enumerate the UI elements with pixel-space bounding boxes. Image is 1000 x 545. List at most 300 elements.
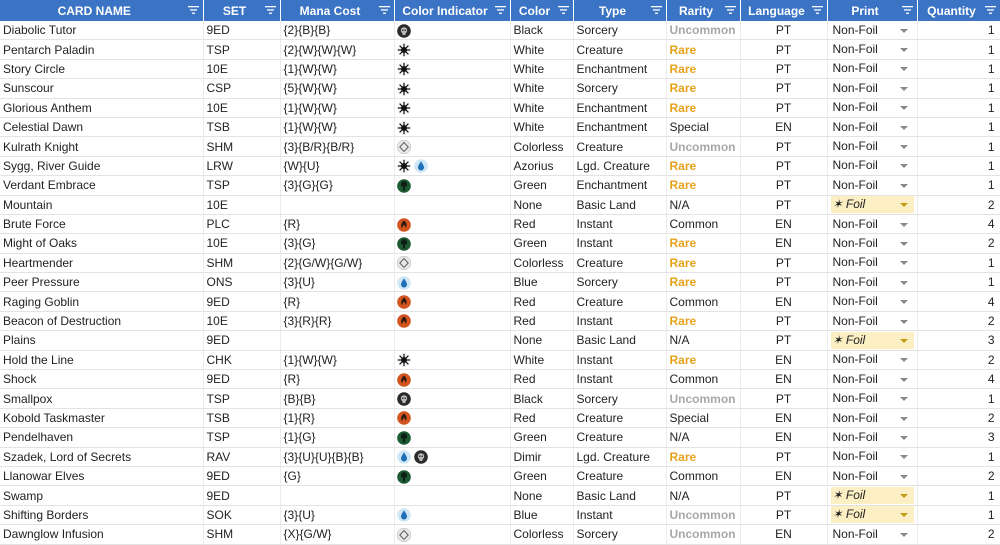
type-cell[interactable]: Creature <box>573 466 666 485</box>
filter-icon[interactable] <box>379 5 390 15</box>
quantity-cell[interactable]: 3 <box>917 428 1000 447</box>
print-cell[interactable] <box>827 273 917 292</box>
print-cell[interactable] <box>827 59 917 78</box>
color-cell[interactable]: Green <box>510 466 573 485</box>
quantity-cell[interactable]: 1 <box>917 273 1000 292</box>
print-dropdown[interactable] <box>831 313 914 330</box>
card-name-cell[interactable]: Celestial Dawn <box>0 117 203 136</box>
quantity-cell[interactable]: 2 <box>917 350 1000 369</box>
color-indicator-cell[interactable] <box>394 98 510 117</box>
quantity-cell[interactable]: 1 <box>917 253 1000 272</box>
table-row[interactable] <box>0 447 1000 466</box>
set-cell[interactable]: TSP <box>203 389 280 408</box>
color-indicator-cell[interactable] <box>394 59 510 78</box>
chevron-down-icon[interactable] <box>900 378 908 382</box>
rarity-cell[interactable]: Rare <box>666 234 740 253</box>
set-cell[interactable]: SHM <box>203 253 280 272</box>
mana-cost-cell[interactable]: {X}{G/W} <box>280 525 394 544</box>
rarity-cell[interactable]: Special <box>666 408 740 427</box>
color-cell[interactable]: Red <box>510 311 573 330</box>
table-row[interactable] <box>0 137 1000 156</box>
color-indicator-cell[interactable] <box>394 137 510 156</box>
color-cell[interactable]: Black <box>510 21 573 40</box>
language-cell[interactable]: EN <box>740 408 827 427</box>
rarity-cell[interactable]: Common <box>666 214 740 233</box>
column-header-set[interactable] <box>203 0 280 21</box>
print-cell[interactable] <box>827 137 917 156</box>
type-cell[interactable]: Enchantment <box>573 98 666 117</box>
set-cell[interactable]: TSB <box>203 117 280 136</box>
color-indicator-cell[interactable] <box>394 21 510 40</box>
table-row[interactable] <box>0 21 1000 40</box>
print-cell[interactable] <box>827 292 917 311</box>
table-row[interactable] <box>0 370 1000 389</box>
table-row[interactable] <box>0 486 1000 505</box>
card-name-cell[interactable]: Plains <box>0 331 203 350</box>
language-cell[interactable]: PT <box>740 156 827 175</box>
mana-cost-cell[interactable]: {3}{U}{U}{B}{B} <box>280 447 394 466</box>
type-cell[interactable]: Instant <box>573 370 666 389</box>
type-cell[interactable]: Instant <box>573 311 666 330</box>
chevron-down-icon[interactable] <box>900 261 908 265</box>
color-indicator-cell[interactable] <box>394 273 510 292</box>
color-indicator-cell[interactable] <box>394 117 510 136</box>
print-cell[interactable] <box>827 466 917 485</box>
table-row[interactable] <box>0 273 1000 292</box>
print-dropdown[interactable] <box>831 22 914 39</box>
table-row[interactable] <box>0 117 1000 136</box>
card-name-cell[interactable]: Heartmender <box>0 253 203 272</box>
card-name-cell[interactable]: Sygg, River Guide <box>0 156 203 175</box>
print-dropdown[interactable] <box>831 332 914 349</box>
chevron-down-icon[interactable] <box>900 455 908 459</box>
type-cell[interactable]: Lgd. Creature <box>573 156 666 175</box>
column-header-type[interactable] <box>573 0 666 21</box>
language-cell[interactable]: EN <box>740 350 827 369</box>
chevron-down-icon[interactable] <box>900 436 908 440</box>
color-cell[interactable]: Red <box>510 214 573 233</box>
color-indicator-cell[interactable] <box>394 389 510 408</box>
print-dropdown[interactable] <box>831 293 914 310</box>
mana-cost-cell[interactable]: {1}{R} <box>280 408 394 427</box>
language-cell[interactable]: PT <box>740 505 827 524</box>
print-cell[interactable] <box>827 331 917 350</box>
table-row[interactable] <box>0 389 1000 408</box>
set-cell[interactable]: 10E <box>203 195 280 214</box>
mana-cost-cell[interactable]: {1}{W}{W} <box>280 350 394 369</box>
card-name-cell[interactable]: Glorious Anthem <box>0 98 203 117</box>
type-cell[interactable]: Instant <box>573 505 666 524</box>
filter-icon[interactable] <box>188 5 199 15</box>
quantity-cell[interactable]: 1 <box>917 117 1000 136</box>
language-cell[interactable]: EN <box>740 428 827 447</box>
set-cell[interactable]: 10E <box>203 59 280 78</box>
card-name-cell[interactable]: Smallpox <box>0 389 203 408</box>
filter-icon[interactable] <box>651 5 662 15</box>
filter-icon[interactable] <box>265 5 276 15</box>
print-dropdown[interactable] <box>831 410 914 427</box>
card-name-cell[interactable]: Pendelhaven <box>0 428 203 447</box>
type-cell[interactable]: Sorcery <box>573 79 666 98</box>
language-cell[interactable]: EN <box>740 117 827 136</box>
print-dropdown[interactable] <box>831 60 914 77</box>
color-cell[interactable]: Colorless <box>510 525 573 544</box>
table-row[interactable] <box>0 156 1000 175</box>
rarity-cell[interactable]: Uncommon <box>666 505 740 524</box>
set-cell[interactable]: 9ED <box>203 292 280 311</box>
set-cell[interactable]: 9ED <box>203 331 280 350</box>
chevron-down-icon[interactable] <box>900 145 908 149</box>
quantity-cell[interactable]: 1 <box>917 21 1000 40</box>
rarity-cell[interactable]: Rare <box>666 176 740 195</box>
mana-cost-cell[interactable] <box>280 195 394 214</box>
set-cell[interactable]: ONS <box>203 273 280 292</box>
chevron-down-icon[interactable] <box>900 164 908 168</box>
print-dropdown[interactable] <box>831 254 914 271</box>
print-dropdown[interactable] <box>831 157 914 174</box>
chevron-down-icon[interactable] <box>900 281 908 285</box>
card-name-cell[interactable]: Brute Force <box>0 214 203 233</box>
language-cell[interactable]: EN <box>740 466 827 485</box>
set-cell[interactable]: 9ED <box>203 486 280 505</box>
color-indicator-cell[interactable] <box>394 466 510 485</box>
card-name-cell[interactable]: Shifting Borders <box>0 505 203 524</box>
rarity-cell[interactable]: Rare <box>666 350 740 369</box>
language-cell[interactable]: PT <box>740 273 827 292</box>
type-cell[interactable]: Sorcery <box>573 389 666 408</box>
rarity-cell[interactable]: Special <box>666 117 740 136</box>
table-row[interactable] <box>0 79 1000 98</box>
quantity-cell[interactable]: 2 <box>917 234 1000 253</box>
chevron-down-icon[interactable] <box>900 223 908 227</box>
print-dropdown[interactable] <box>831 390 914 407</box>
mana-cost-cell[interactable]: {3}{U} <box>280 273 394 292</box>
set-cell[interactable]: TSB <box>203 408 280 427</box>
color-cell[interactable]: Blue <box>510 273 573 292</box>
print-cell[interactable] <box>827 195 917 214</box>
set-cell[interactable]: 10E <box>203 311 280 330</box>
mana-cost-cell[interactable]: {5}{W}{W} <box>280 79 394 98</box>
mana-cost-cell[interactable]: {1}{G} <box>280 428 394 447</box>
quantity-cell[interactable]: 1 <box>917 40 1000 59</box>
color-indicator-cell[interactable] <box>394 350 510 369</box>
card-name-cell[interactable]: Hold the Line <box>0 350 203 369</box>
language-cell[interactable]: PT <box>740 176 827 195</box>
color-indicator-cell[interactable] <box>394 292 510 311</box>
filter-icon[interactable] <box>985 5 996 15</box>
color-indicator-cell[interactable] <box>394 505 510 524</box>
card-name-cell[interactable]: Kulrath Knight <box>0 137 203 156</box>
card-name-cell[interactable]: Beacon of Destruction <box>0 311 203 330</box>
table-row[interactable] <box>0 505 1000 524</box>
type-cell[interactable]: Basic Land <box>573 486 666 505</box>
card-name-cell[interactable]: Swamp <box>0 486 203 505</box>
type-cell[interactable]: Basic Land <box>573 195 666 214</box>
chevron-down-icon[interactable] <box>900 397 908 401</box>
set-cell[interactable]: 9ED <box>203 21 280 40</box>
print-cell[interactable] <box>827 486 917 505</box>
rarity-cell[interactable]: Rare <box>666 98 740 117</box>
color-indicator-cell[interactable] <box>394 408 510 427</box>
mana-cost-cell[interactable]: {2}{B}{B} <box>280 21 394 40</box>
print-dropdown[interactable] <box>831 119 914 136</box>
color-indicator-cell[interactable] <box>394 40 510 59</box>
color-cell[interactable]: Green <box>510 176 573 195</box>
mana-cost-cell[interactable] <box>280 486 394 505</box>
table-row[interactable] <box>0 331 1000 350</box>
language-cell[interactable]: EN <box>740 370 827 389</box>
set-cell[interactable]: TSP <box>203 40 280 59</box>
language-cell[interactable]: PT <box>740 486 827 505</box>
rarity-cell[interactable]: Rare <box>666 40 740 59</box>
color-indicator-cell[interactable] <box>394 253 510 272</box>
chevron-down-icon[interactable] <box>900 48 908 52</box>
table-row[interactable] <box>0 408 1000 427</box>
type-cell[interactable]: Creature <box>573 40 666 59</box>
color-cell[interactable]: Azorius <box>510 156 573 175</box>
print-cell[interactable] <box>827 253 917 272</box>
type-cell[interactable]: Creature <box>573 408 666 427</box>
rarity-cell[interactable]: N/A <box>666 331 740 350</box>
chevron-down-icon[interactable] <box>900 203 908 207</box>
print-cell[interactable] <box>827 525 917 544</box>
color-cell[interactable]: White <box>510 79 573 98</box>
type-cell[interactable]: Instant <box>573 214 666 233</box>
chevron-down-icon[interactable] <box>900 67 908 71</box>
type-cell[interactable]: Creature <box>573 137 666 156</box>
chevron-down-icon[interactable] <box>900 242 908 246</box>
set-cell[interactable]: TSP <box>203 428 280 447</box>
language-cell[interactable]: PT <box>740 137 827 156</box>
color-indicator-cell[interactable] <box>394 79 510 98</box>
mana-cost-cell[interactable]: {2}{W}{W}{W} <box>280 40 394 59</box>
color-cell[interactable]: Dimir <box>510 447 573 466</box>
set-cell[interactable]: PLC <box>203 214 280 233</box>
rarity-cell[interactable]: N/A <box>666 428 740 447</box>
print-dropdown[interactable] <box>831 138 914 155</box>
type-cell[interactable]: Creature <box>573 253 666 272</box>
color-indicator-cell[interactable] <box>394 156 510 175</box>
card-name-cell[interactable]: Diabolic Tutor <box>0 21 203 40</box>
chevron-down-icon[interactable] <box>900 300 908 304</box>
print-cell[interactable] <box>827 350 917 369</box>
column-header-quantity[interactable] <box>917 0 1000 21</box>
card-name-cell[interactable]: Sunscour <box>0 79 203 98</box>
table-row[interactable] <box>0 466 1000 485</box>
type-cell[interactable]: Creature <box>573 292 666 311</box>
quantity-cell[interactable]: 2 <box>917 466 1000 485</box>
rarity-cell[interactable]: Rare <box>666 59 740 78</box>
type-cell[interactable]: Creature <box>573 428 666 447</box>
type-cell[interactable]: Enchantment <box>573 117 666 136</box>
type-cell[interactable]: Instant <box>573 234 666 253</box>
color-indicator-cell[interactable] <box>394 234 510 253</box>
quantity-cell[interactable]: 1 <box>917 156 1000 175</box>
print-cell[interactable] <box>827 428 917 447</box>
color-indicator-cell[interactable] <box>394 428 510 447</box>
rarity-cell[interactable]: N/A <box>666 486 740 505</box>
print-cell[interactable] <box>827 98 917 117</box>
print-dropdown[interactable] <box>831 99 914 116</box>
table-row[interactable] <box>0 525 1000 544</box>
table-row[interactable] <box>0 350 1000 369</box>
card-name-cell[interactable]: Szadek, Lord of Secrets <box>0 447 203 466</box>
color-cell[interactable]: White <box>510 59 573 78</box>
color-cell[interactable]: Red <box>510 292 573 311</box>
language-cell[interactable]: EN <box>740 234 827 253</box>
type-cell[interactable]: Sorcery <box>573 21 666 40</box>
quantity-cell[interactable]: 1 <box>917 98 1000 117</box>
filter-icon[interactable] <box>812 5 823 15</box>
language-cell[interactable]: PT <box>740 389 827 408</box>
print-dropdown[interactable] <box>831 506 914 523</box>
print-dropdown[interactable] <box>831 80 914 97</box>
quantity-cell[interactable]: 1 <box>917 137 1000 156</box>
set-cell[interactable]: SOK <box>203 505 280 524</box>
filter-icon[interactable] <box>495 5 506 15</box>
quantity-cell[interactable]: 4 <box>917 292 1000 311</box>
set-cell[interactable]: CHK <box>203 350 280 369</box>
mana-cost-cell[interactable]: {3}{B/R}{B/R} <box>280 137 394 156</box>
mana-cost-cell[interactable]: {B}{B} <box>280 389 394 408</box>
type-cell[interactable]: Lgd. Creature <box>573 447 666 466</box>
color-cell[interactable]: Colorless <box>510 253 573 272</box>
chevron-down-icon[interactable] <box>900 106 908 110</box>
print-cell[interactable] <box>827 156 917 175</box>
quantity-cell[interactable]: 1 <box>917 486 1000 505</box>
print-cell[interactable] <box>827 505 917 524</box>
type-cell[interactable]: Sorcery <box>573 525 666 544</box>
quantity-cell[interactable]: 1 <box>917 79 1000 98</box>
language-cell[interactable]: PT <box>740 195 827 214</box>
print-dropdown[interactable] <box>831 216 914 233</box>
chevron-down-icon[interactable] <box>900 475 908 479</box>
mana-cost-cell[interactable]: {3}{G}{G} <box>280 176 394 195</box>
print-cell[interactable] <box>827 79 917 98</box>
chevron-down-icon[interactable] <box>900 126 908 130</box>
mana-cost-cell[interactable]: {W}{U} <box>280 156 394 175</box>
color-indicator-cell[interactable] <box>394 525 510 544</box>
print-dropdown[interactable] <box>831 177 914 194</box>
chevron-down-icon[interactable] <box>900 358 908 362</box>
mana-cost-cell[interactable]: {R} <box>280 370 394 389</box>
type-cell[interactable]: Sorcery <box>573 273 666 292</box>
print-dropdown[interactable] <box>831 235 914 252</box>
color-cell[interactable]: White <box>510 40 573 59</box>
rarity-cell[interactable]: Common <box>666 370 740 389</box>
language-cell[interactable]: EN <box>740 214 827 233</box>
mana-cost-cell[interactable]: {1}{W}{W} <box>280 98 394 117</box>
print-dropdown[interactable] <box>831 429 914 446</box>
mana-cost-cell[interactable]: {G} <box>280 466 394 485</box>
language-cell[interactable]: PT <box>740 311 827 330</box>
print-cell[interactable] <box>827 40 917 59</box>
table-row[interactable] <box>0 195 1000 214</box>
chevron-down-icon[interactable] <box>900 87 908 91</box>
card-name-cell[interactable]: Peer Pressure <box>0 273 203 292</box>
color-indicator-cell[interactable] <box>394 486 510 505</box>
color-cell[interactable]: Blue <box>510 505 573 524</box>
table-row[interactable] <box>0 59 1000 78</box>
card-name-cell[interactable]: Llanowar Elves <box>0 466 203 485</box>
set-cell[interactable]: SHM <box>203 525 280 544</box>
set-cell[interactable]: LRW <box>203 156 280 175</box>
print-cell[interactable] <box>827 408 917 427</box>
quantity-cell[interactable]: 2 <box>917 195 1000 214</box>
color-cell[interactable]: White <box>510 350 573 369</box>
print-cell[interactable] <box>827 370 917 389</box>
set-cell[interactable]: CSP <box>203 79 280 98</box>
set-cell[interactable]: TSP <box>203 176 280 195</box>
print-cell[interactable] <box>827 117 917 136</box>
table-row[interactable] <box>0 214 1000 233</box>
type-cell[interactable]: Basic Land <box>573 331 666 350</box>
table-row[interactable] <box>0 98 1000 117</box>
language-cell[interactable]: PT <box>740 79 827 98</box>
mana-cost-cell[interactable]: {R} <box>280 292 394 311</box>
color-cell[interactable]: None <box>510 486 573 505</box>
table-row[interactable] <box>0 428 1000 447</box>
print-cell[interactable] <box>827 234 917 253</box>
quantity-cell[interactable]: 1 <box>917 389 1000 408</box>
filter-icon[interactable] <box>902 5 913 15</box>
print-dropdown[interactable] <box>831 526 914 543</box>
mana-cost-cell[interactable]: {R} <box>280 214 394 233</box>
rarity-cell[interactable]: Rare <box>666 273 740 292</box>
chevron-down-icon[interactable] <box>900 320 908 324</box>
column-header-color[interactable] <box>510 0 573 21</box>
quantity-cell[interactable]: 2 <box>917 525 1000 544</box>
column-header-mana[interactable] <box>280 0 394 21</box>
color-cell[interactable]: None <box>510 331 573 350</box>
mana-cost-cell[interactable]: {3}{G} <box>280 234 394 253</box>
mana-cost-cell[interactable] <box>280 331 394 350</box>
print-cell[interactable] <box>827 176 917 195</box>
print-dropdown[interactable] <box>831 196 914 213</box>
language-cell[interactable]: EN <box>740 292 827 311</box>
rarity-cell[interactable]: N/A <box>666 195 740 214</box>
chevron-down-icon[interactable] <box>900 184 908 188</box>
chevron-down-icon[interactable] <box>900 513 908 517</box>
color-indicator-cell[interactable] <box>394 370 510 389</box>
quantity-cell[interactable]: 1 <box>917 176 1000 195</box>
rarity-cell[interactable]: Uncommon <box>666 389 740 408</box>
set-cell[interactable]: SHM <box>203 137 280 156</box>
print-dropdown[interactable] <box>831 41 914 58</box>
column-header-print[interactable] <box>827 0 917 21</box>
chevron-down-icon[interactable] <box>900 417 908 421</box>
rarity-cell[interactable]: Rare <box>666 253 740 272</box>
mana-cost-cell[interactable]: {3}{R}{R} <box>280 311 394 330</box>
color-cell[interactable]: Colorless <box>510 137 573 156</box>
mana-cost-cell[interactable]: {3}{U} <box>280 505 394 524</box>
table-row[interactable] <box>0 253 1000 272</box>
table-row[interactable] <box>0 311 1000 330</box>
card-name-cell[interactable]: Mountain <box>0 195 203 214</box>
card-name-cell[interactable]: Dawnglow Infusion <box>0 525 203 544</box>
quantity-cell[interactable]: 4 <box>917 214 1000 233</box>
card-name-cell[interactable]: Story Circle <box>0 59 203 78</box>
color-indicator-cell[interactable] <box>394 195 510 214</box>
set-cell[interactable]: 10E <box>203 234 280 253</box>
table-row[interactable] <box>0 40 1000 59</box>
color-cell[interactable]: Black <box>510 389 573 408</box>
card-name-cell[interactable]: Verdant Embrace <box>0 176 203 195</box>
quantity-cell[interactable]: 2 <box>917 311 1000 330</box>
chevron-down-icon[interactable] <box>900 494 908 498</box>
rarity-cell[interactable]: Uncommon <box>666 525 740 544</box>
language-cell[interactable]: PT <box>740 59 827 78</box>
